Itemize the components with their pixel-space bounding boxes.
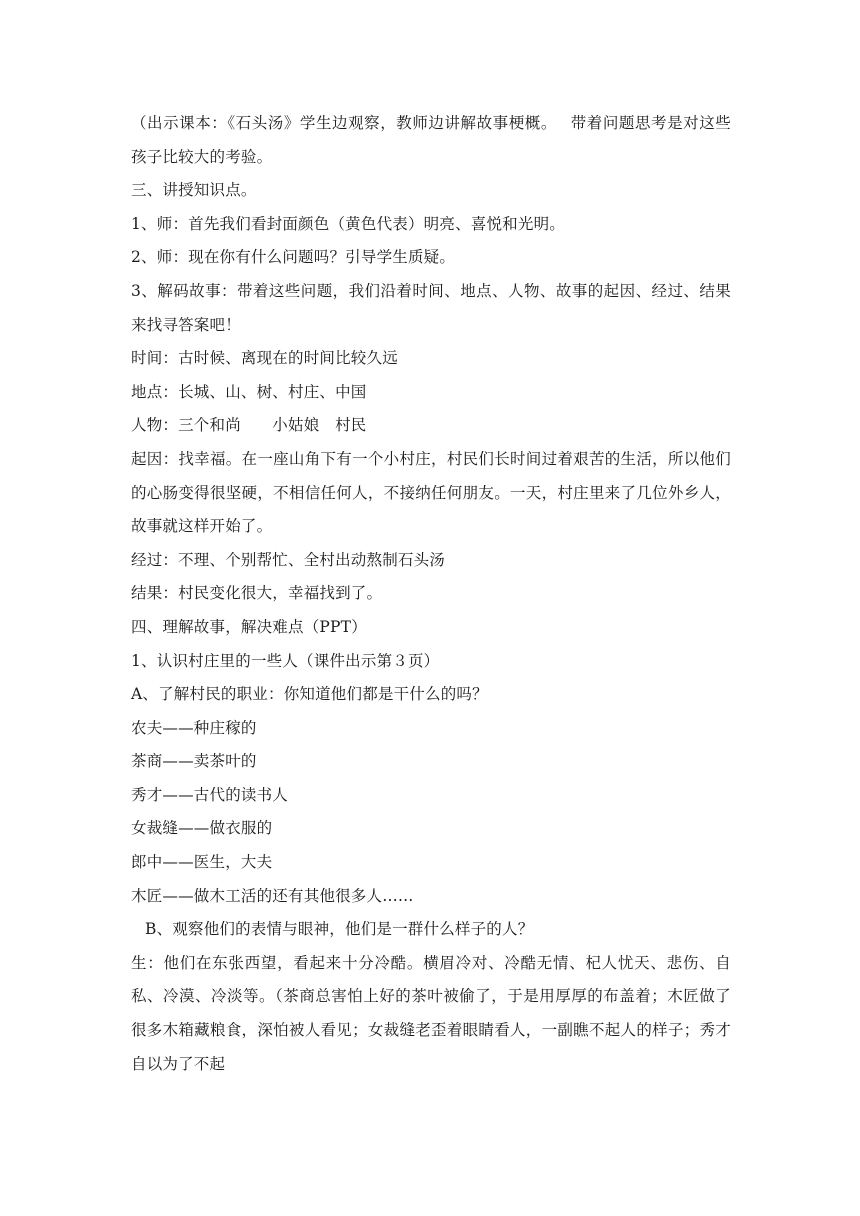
paragraph-place: 地点：长城、山、树、村庄、中国 xyxy=(131,382,367,401)
paragraph-process: 经过：不理、个别帮忙、全村出动熬制石头汤 xyxy=(131,550,446,569)
paragraph-characters: 人物：三个和尚 小姑娘 村民 xyxy=(131,416,367,435)
list-item-tailor: 女裁缝——做衣服的 xyxy=(131,819,273,838)
list-item-doctor: 郎中——医生，大夫 xyxy=(131,853,273,872)
list-item-carpenter: 木匠——做木工活的还有其他很多人…… xyxy=(131,886,414,905)
paragraph-result: 结果：村民变化很大，幸福找到了。 xyxy=(131,584,383,603)
document-page xyxy=(131,107,731,1081)
heading-section-3: 三、讲授知识点。 xyxy=(131,181,257,200)
list-item-farmer: 农夫——种庄稼的 xyxy=(131,718,257,737)
paragraph-villagers: 1、认识村庄里的一些人（课件出示第３页） xyxy=(131,651,440,670)
paragraph-step-1: 1、师：首先我们看封面颜色（黄色代表）明亮、喜悦和光明。 xyxy=(131,214,565,233)
paragraph-student-answer: 生：他们在东张西望，看起来十分冷酷。横眉冷对、冷酷无情、杞人忧天、悲伤、自私、冷漠、冷淡等。（茶商总害怕上好的茶叶被偷了，于是用厚厚的布盖着；木匠做了很多木箱藏粮食，深怕被人看见；女裁缝老歪着眼睛看人，一副瞧不起人的样子；秀才自以为了不起 xyxy=(131,953,731,1073)
paragraph-step-3: 3、解码故事：带着这些问题，我们沿着时间、地点、人物、故事的起因、经过、结果来找寻答案吧！ xyxy=(131,281,731,334)
list-item-tea-merchant: 茶商——卖茶叶的 xyxy=(131,752,257,771)
paragraph-step-2: 2、师：现在你有什么问题吗？引导学生质疑。 xyxy=(131,248,456,267)
paragraph-cause: 起因：找幸福。在一座山角下有一个小村庄，村民们长时间过着艰苦的生活，所以他们的心肠变得很坚硬，不相信任何人，不接纳任何朋友。一天，村庄里来了几位外乡人，故事就这样开始了。 xyxy=(131,449,731,536)
list-item-scholar: 秀才——古代的读书人 xyxy=(131,785,289,804)
paragraph-observe-question: B、观察他们的表情与眼神，他们是一群什么样子的人？ xyxy=(145,920,534,939)
heading-section-4: 四、理解故事，解决难点（PPT） xyxy=(131,617,367,636)
paragraph-occupation-question: A、了解村民的职业：你知道他们都是干什么的吗？ xyxy=(131,685,488,704)
paragraph-intro: （出示课本：《石头汤》学生边观察，教师边讲解故事梗概。 带着问题思考是对这些孩子比较大的考验。 xyxy=(131,114,731,166)
paragraph-time: 时间：古时候、离现在的时间比较久远 xyxy=(131,349,398,368)
